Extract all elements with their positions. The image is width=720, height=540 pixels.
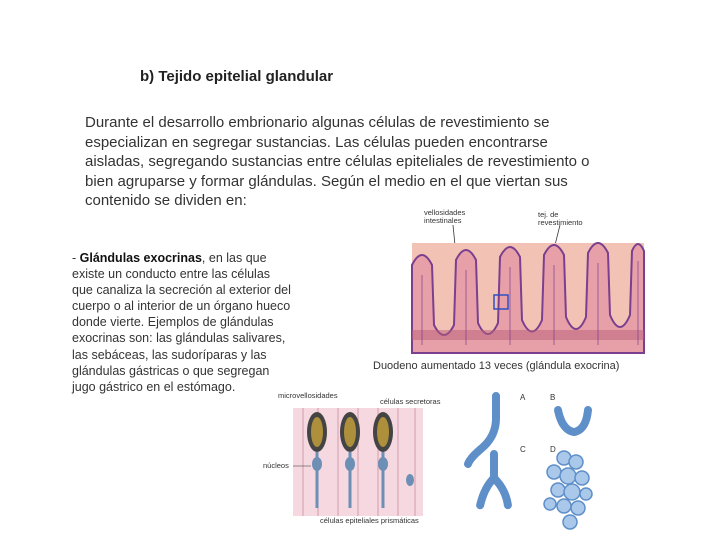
gland-label-d: D: [550, 445, 556, 454]
label-celulas-secretoras: células secretoras: [380, 397, 441, 406]
section-title: b) Tejido epitelial glandular: [140, 68, 334, 85]
label-celulas-prismaticas: células epiteliales prismáticas: [320, 516, 419, 525]
duodeno-caption: Duodeno aumentado 13 veces (glándula exocrina): [373, 360, 620, 372]
duodeno-micrograph: [410, 205, 670, 355]
gland-label-c: C: [520, 445, 526, 454]
label-nucleos: núcleos: [263, 461, 289, 470]
exocrine-description: [72, 250, 294, 395]
label-vellosidades: vellosidades intestinales: [424, 208, 466, 225]
gland-label-a: A: [520, 393, 526, 402]
gland-label-b: B: [550, 393, 556, 402]
intro-paragraph: Durante el desarrollo embrionario algunas células de revestimiento se especializan en segregar sustancias. Las células pueden encontrarse aisladas, segregando sustancias entre células epiteliales de revestimiento o bien agruparse y formar glándulas. Según el medio en el que viertan sus contenido se dividen en:: [85, 114, 590, 209]
list-bullet: -: [72, 251, 80, 265]
secretory-cells-drawing: [293, 400, 433, 525]
label-microvellosidades: microvellosidades: [278, 391, 338, 400]
label-tej-revestimiento: tej. de revestimiento: [538, 210, 583, 227]
exocrine-text: , en las que existe un conducto entre las células que canaliza la secreción al exterior del cuerpo o al interior de un órgano hueco donde vierte. Ejemplos de glándulas exocrinas son: las glándulas salivares, las sebáceas, las sudoríparas y las glándulas gástricas o que segregan jugo gástrico en el estómago.: [72, 251, 291, 394]
gland-types-drawing: [458, 388, 608, 538]
exocrine-term: Glándulas exocrinas: [79, 251, 202, 265]
